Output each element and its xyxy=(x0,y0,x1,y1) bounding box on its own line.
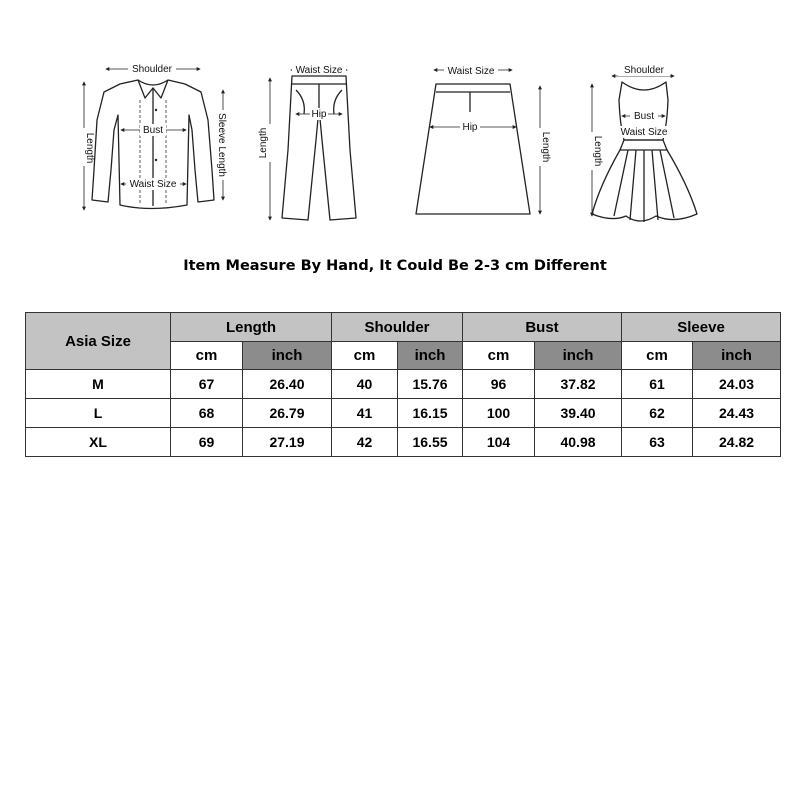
shirt-bust-label: Bust xyxy=(142,125,164,136)
skirt-length-label: Length xyxy=(540,131,551,163)
table-cell: 16.15 xyxy=(398,399,463,428)
unit-cm: cm xyxy=(622,342,693,370)
sleeve-header: Sleeve xyxy=(622,313,781,342)
unit-inch: inch xyxy=(398,342,463,370)
dress-bust-label: Bust xyxy=(633,111,655,122)
pants-length-label: Length xyxy=(258,127,269,159)
unit-inch: inch xyxy=(535,342,622,370)
length-header: Length xyxy=(171,313,332,342)
shirt-shoulder-label: Shoulder xyxy=(131,64,173,75)
dress-length-label: Length xyxy=(592,135,603,167)
unit-cm: cm xyxy=(171,342,243,370)
shoulder-header: Shoulder xyxy=(332,313,463,342)
table-cell: 104 xyxy=(463,428,535,457)
skirt-waist-size-label: Waist Size xyxy=(447,66,495,77)
table-cell: 27.19 xyxy=(243,428,332,457)
measurement-illustrations xyxy=(0,0,800,240)
table-cell: 40 xyxy=(332,370,398,399)
unit-inch: inch xyxy=(693,342,781,370)
dress-diagram xyxy=(586,64,697,222)
size-cell: M xyxy=(26,370,171,399)
shirt-length-label: Length xyxy=(84,132,95,164)
table-row xyxy=(26,399,781,428)
size-cell: XL xyxy=(26,428,171,457)
shirt-sleeve-length-label: Sleeve Length xyxy=(216,113,227,177)
table-cell: 26.79 xyxy=(243,399,332,428)
table-cell: 63 xyxy=(622,428,693,457)
table-cell: 24.82 xyxy=(693,428,781,457)
asia-size-header: Asia Size xyxy=(26,313,171,370)
table-cell: 24.03 xyxy=(693,370,781,399)
table-cell: 61 xyxy=(622,370,693,399)
pants-hip-label: Hip xyxy=(311,109,327,120)
table-cell: 42 xyxy=(332,428,398,457)
pants-waist-size-label: Waist Size xyxy=(295,65,343,76)
table-cell: 100 xyxy=(463,399,535,428)
table-cell: 40.98 xyxy=(535,428,622,457)
table-cell: 68 xyxy=(171,399,243,428)
skirt-diagram xyxy=(416,64,551,214)
dress-waist-size-label: Waist Size xyxy=(620,127,668,138)
table-cell: 37.82 xyxy=(535,370,622,399)
table-row xyxy=(26,370,781,399)
table-cell: 96 xyxy=(463,370,535,399)
unit-cm: cm xyxy=(463,342,535,370)
table-cell: 69 xyxy=(171,428,243,457)
table-cell: 67 xyxy=(171,370,243,399)
table-cell: 15.76 xyxy=(398,370,463,399)
table-cell: 62 xyxy=(622,399,693,428)
table-cell: 39.40 xyxy=(535,399,622,428)
shirt-diagram xyxy=(78,62,229,210)
size-chart-table xyxy=(25,312,781,457)
table-row xyxy=(26,428,781,457)
table-cell: 41 xyxy=(332,399,398,428)
garment-diagrams xyxy=(0,0,800,240)
unit-cm: cm xyxy=(332,342,398,370)
bust-header: Bust xyxy=(463,313,622,342)
table-header-row xyxy=(26,313,781,342)
table-cell: 16.55 xyxy=(398,428,463,457)
unit-inch: inch xyxy=(243,342,332,370)
shirt-waist-size-label: Waist Size xyxy=(129,179,177,190)
measurement-note: Item Measure By Hand, It Could Be 2-3 cm Different xyxy=(183,258,607,274)
table-cell: 24.43 xyxy=(693,399,781,428)
skirt-hip-label: Hip xyxy=(462,122,478,133)
dress-shoulder-label: Shoulder xyxy=(623,65,665,76)
table-cell: 26.40 xyxy=(243,370,332,399)
size-cell: L xyxy=(26,399,171,428)
pants-diagram xyxy=(258,63,356,220)
